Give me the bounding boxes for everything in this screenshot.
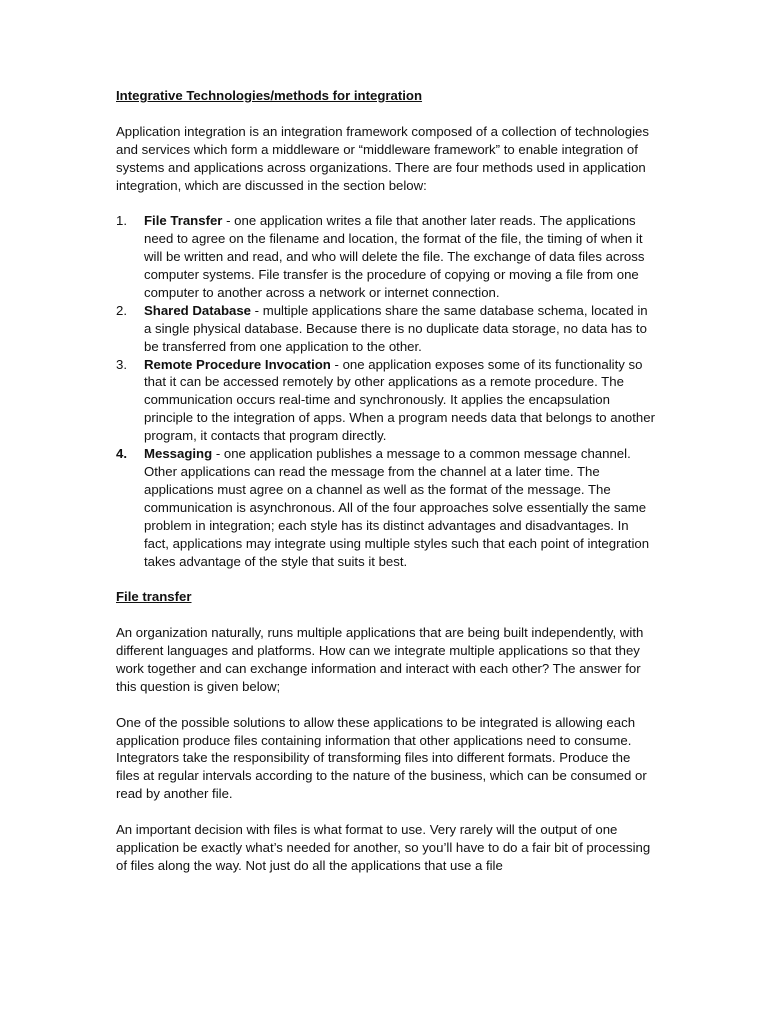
methods-list [116,212,656,570]
list-item-messaging [116,445,656,570]
list-text: - one application publishes a message to a common message channel. Other applications can read the message from the channel at a later time. The applications must agree on a channel as well as the format of the message. The communication is asynchronous. All of the four approaches solve essentially the same problem in integration; each style has its distinct advantages and disadvantages. In fact, applications may integrate using multiple styles such that each point of integration takes advantage of the style that suits it best. [144,446,650,569]
intro-paragraph: Application integration is an integration framework composed of a collection of technologies and services which form a middleware or “middleware framework” to enable integration of systems and applications across organizations. There are four methods used in application integration, which are discussed in the section below: [116,123,649,193]
list-text: - one application exposes some of its functionality so that it can be accessed remotely by other applications as a remote procedure. The communication occurs real-time and synchronously. It applies the encapsulation principle to the integration of apps. When a program needs data that belongs to another program, it contacts that program directly. [144,356,655,444]
list-text: - one application writes a file that another later reads. The applications need to agree on the filename and location, the format of the file, the timing of when it will be written and read, and who will delete the file. The exchange of data files across computer systems. File transfer is the procedure of copying or moving a file from one computer to another across a network or internet connection. [144,213,645,300]
list-number: 3. [116,356,127,372]
list-number: 2. [116,302,127,318]
list-item-file-transfer [116,212,656,302]
paragraph: An organization naturally, runs multiple applications that are being built independently, with different languages and platforms. How can we integrate multiple applications so that they work together and can exchange information and interact with each other? The answer for this question is given below; [116,625,644,694]
list-item-shared-database [116,302,656,356]
paragraph: One of the possible solutions to allow these applications to be integrated is allowing each application produce files containing information that other applications need to consume. Integrators take the responsibility of transforming files into different formats. Produce the files at regular intervals according to the nature of the business, which can be consumed or read by another file. [116,714,647,802]
list-term: Shared Database [144,302,252,318]
document-page [116,87,656,875]
list-item-remote-procedure-invocation [116,356,656,446]
list-term: File Transfer [144,213,223,229]
list-number: 1. [116,213,127,229]
list-number: 4. [116,446,127,462]
section-heading-file-transfer: File transfer [116,589,192,605]
list-text: - multiple applications share the same database schema, located in a single physical database. Because there is no duplicate data storage, no data has to be transferred from one application to the other. [144,302,648,354]
paragraph: An important decision with files is what format to use. Very rarely will the output of one application be exactly what’s needed for another, so you’ll have to do a fair bit of processing of files along the way. Not just do all the applications that use a file [116,822,651,873]
list-term: Messaging [144,446,213,462]
section-heading-integration-methods: Integrative Technologies/methods for integration [116,88,423,103]
list-term: Remote Procedure Invocation [144,356,331,372]
